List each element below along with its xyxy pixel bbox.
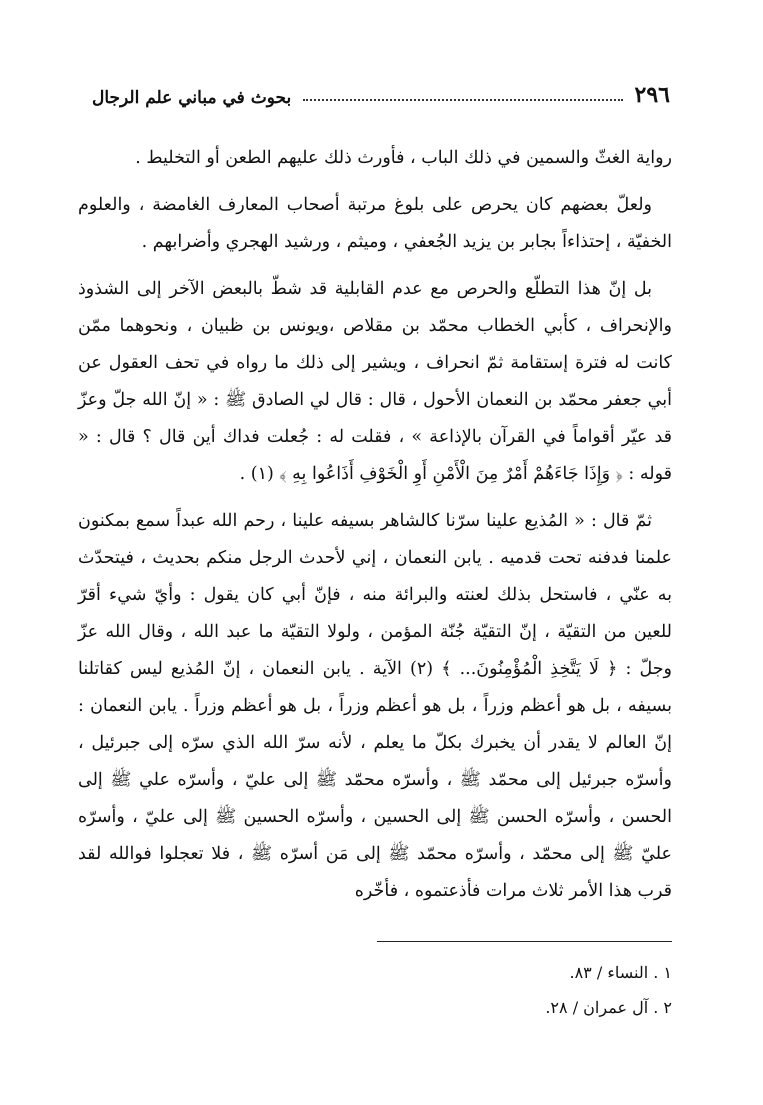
paragraph: ولعلّ بعضهم كان يحرص على بلوغ مرتبة أصحاب المعارف الغامضة ، والعلوم الخفيّة ، إحتذاءاً بجابر بن يزيد الجُعفي ، وميثم ، ورشيد الهجري وأضرابهم . — [78, 195, 672, 252]
paragraph: رواية الغثّ والسمين في ذلك الباب ، فأورث ذلك عليهم الطعن أو التخليط . — [135, 148, 672, 168]
paragraph: ثمّ قال : « المُذيع علينا سرّنا كالشاهر بسيفه علينا ، رحم الله عبداً سمع بمكنون علمنا فدفنه تحت قدميه . يابن النعمان ، إني لأحدث الرجل منكم بحديث ، فيتحدّث به عنّي ، فاستحل بذلك لعنته والبرائة منه ، فإنّ أبي كان يقول : وأيّ شيء أقرّ للعين من التقيّة ، إنّ التقيّة جُنّة المؤمن ، ولولا التقيّة ما عبد الله ، وقال الله عزّ وجلّ : ﴿ لَا يَتَّخِذِ الْمُؤْمِنُونَ... ﴾ (٢) الآية . يابن النعمان ، إنّ المُذيع ليس كقاتلنا بسيفه ، بل هو أعظم وزراً ، بل هو أعظم وزراً ، بل هو أعظم وزراً . يابن النعمان : إنّ العالم لا يقدر أن يخبرك بكلّ ما يعلم ، لأنه سرّ الله الذي سرّه إلى جبرئيل ، وأسرّه جبرئيل إلى محمّد ﷺ ، وأسرّه محمّد ﷺ إلى عليّ ، وأسرّه علي ﷺ إلى الحسن ، وأسرّه الحسن ﷺ إلى الحسين ، وأسرّه الحسين ﷺ إلى عليّ ، وأسرّه عليّ ﷺ إلى محمّد ، وأسرّه محمّد ﷺ إلى مَن أسرّه ﷺ ، فلا تعجلوا فوالله لقد قرب هذا الأمر ثلاث مرات فأذعتموه ، فأخّره — [78, 511, 672, 901]
main-text — [78, 140, 672, 910]
paragraph: بل إنّ هذا التطلّع والحرص مع عدم القابلية قد شطّ بالبعض الآخر إلى الشذوذ والإنحراف ، كأبي الخطاب محمّد بن مقلاص ،ويونس بن ظبيان ، ونحوهما ممّن كانت له فترة إستقامة ثمّ انحراف ، ويشير إلى ذلك ما رواه في تحف العقول عن أبي جعفر محمّد بن النعمان الأحول ، قال : قال لي الصادق ﷺ : « إنّ الله جلّ وعزّ قد عيّر أقواماً في القرآن بالإذاعة » ، فقلت له : جُعلت فداك أين قال ؟ قال : « قوله : ﴿ وَإِذَا جَاءَهُمْ أَمْرٌ مِنَ الْأَمْنِ أَوِ الْخَوْفِ أَذَاعُوا بِهِ ﴾ (١) . — [78, 279, 672, 484]
running-title: بحوث في مباني علم الرجال — [92, 88, 292, 108]
footnote: ٢ . آل عمران / ٢٨. — [545, 998, 672, 1017]
page-header — [92, 78, 670, 108]
footnotes — [300, 955, 672, 1025]
footnote: ١ . النساء / ٨٣. — [569, 963, 672, 982]
footnote-separator — [377, 941, 672, 942]
page-number: ٢٩٦ — [634, 82, 670, 108]
header-dotted-leader — [303, 99, 622, 101]
